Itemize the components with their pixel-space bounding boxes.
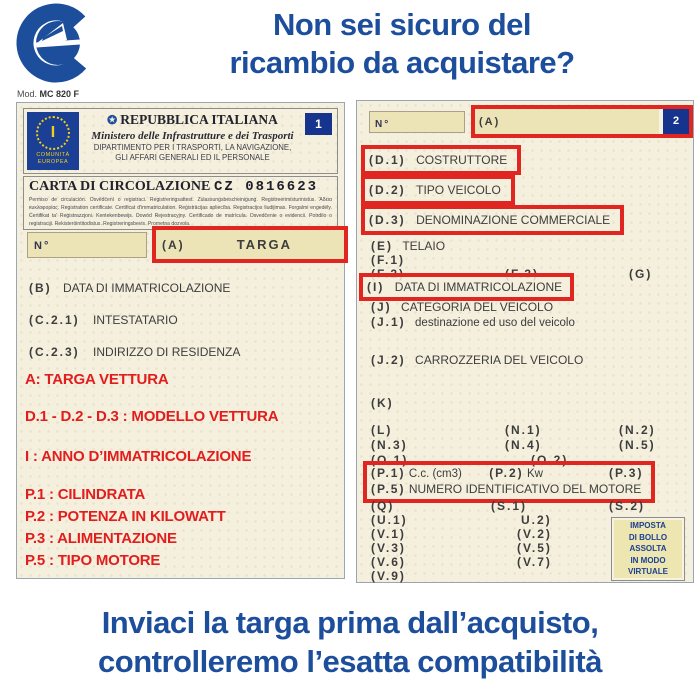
doc-header-titles (84, 112, 301, 163)
field-p2-unit: Kw (527, 468, 543, 480)
plate-field-highlight (152, 226, 348, 263)
ministry-title: Ministero delle Infrastrutture e dei Trasporti (91, 130, 294, 143)
field-n3-code: (N.3) (371, 438, 408, 452)
field-j-code: (J) (371, 300, 392, 314)
plate-field-2-input (475, 109, 659, 134)
eu-stars-icon: I (36, 116, 70, 150)
legend-plate: A: TARGA VETTURA (25, 371, 169, 388)
field-j2-code: (J.2) (371, 353, 406, 367)
field-row-b (29, 281, 230, 295)
field-b-label: DATA DI IMMATRICOLAZIONE (63, 281, 231, 295)
field-b-code: (B) (29, 281, 52, 295)
field-g-code: (G) (629, 267, 653, 281)
italy-crest-icon: ✪ (107, 113, 118, 128)
eu-emblem-caption (27, 152, 79, 166)
company-logo (16, 2, 96, 84)
vehicle-type-field-highlight (361, 175, 515, 205)
field-o2-code: (O.2) (531, 453, 569, 467)
field-v2-code: (V.2) (517, 527, 552, 541)
manufacturer-field-highlight (361, 145, 521, 175)
doc-header-box (23, 108, 338, 174)
doc-serial-number: CZ 0816623 (213, 179, 318, 195)
virtual-stamp-box (611, 517, 685, 581)
footer-cta (0, 604, 700, 682)
department-title (84, 143, 301, 162)
field-row-e (371, 239, 445, 253)
field-row-j2 (371, 353, 583, 367)
n-number-label: N° (34, 240, 51, 252)
plate-field-value: TARGA (236, 237, 292, 252)
footer-cta-line1: Inviaci la targa prima dall’acquisto, (101, 605, 599, 640)
legend-displacement: P.1 : CILINDRATA (25, 486, 146, 503)
field-row-q-s1-s2 (371, 499, 681, 513)
field-i-code: (I) (367, 280, 385, 294)
field-c23-code: (C.2.3) (29, 345, 80, 359)
field-p1-code: (P.1) (371, 466, 406, 480)
eu-caption-line1: COMUNITÀ (36, 152, 70, 158)
republic-title (84, 112, 301, 128)
field-row-p5 (371, 482, 647, 496)
field-d3-label: DENOMINAZIONE COMMERCIALE (416, 213, 611, 227)
page-title-line2: ricambio da acquistare? (229, 44, 575, 80)
legend-fuel: P.3 : ALIMENTAZIONE (25, 530, 177, 547)
field-row-l-n1-n2 (371, 423, 681, 437)
field-e-label: TELAIO (402, 239, 446, 253)
field-p2-code: (P.2) (489, 466, 524, 480)
multilingual-fine-print: Permiso de circulación. Osvědčení o registraci. Registreringsattest. Zulassungsbescheinigung. Registreerimistunnistus. Άδεια κυκλοφορίας. Registration certificate. Certificat d'immatriculation. Reģistrācijas apliecība. Registracijos liudijimas. Forgalmi engedély. Ċertifikat ta' Reġistrazzjoni. Kentekenbewijs. Dowód Rejestracyjny. Certificado de matrícula. Osvedčenie o evidencii. Potrdilo o registraciji. Rekisteröintitodistus. Registreringsbevis. Prometna dozvola. (29, 197, 332, 227)
registration-date-field-highlight (359, 273, 574, 301)
legend-power: P.2 : POTENZA IN KILOWATT (25, 508, 226, 525)
field-l-code: (L) (371, 423, 393, 437)
doc-title-box (23, 176, 338, 230)
field-d1-label: COSTRUTTORE (416, 153, 508, 167)
engine-fields-highlight (363, 461, 655, 503)
field-d1-code: (D.1) (369, 153, 406, 167)
field-c21-label: INTESTATARIO (93, 313, 178, 327)
field-s2-code: (S.2) (609, 499, 646, 513)
doc-model-prefix: Mod. (17, 89, 38, 99)
field-i-label: DATA DI IMMATRICOLAZIONE (394, 280, 563, 294)
field-n1-code: (N.1) (505, 423, 542, 437)
field-j-label: CATEGORIA DEL VEICOLO (401, 300, 554, 314)
n-number-field (27, 232, 147, 258)
stamp-line5: VIRTUALE (628, 567, 668, 577)
field-v6-code: (V.6) (371, 555, 406, 569)
field-v1-code: (V.1) (371, 527, 406, 541)
field-row-c21 (29, 313, 178, 327)
footer-cta-line2: controlleremo l’esatta compatibilità (98, 643, 602, 679)
eu-caption-line2: EUROPEA (37, 159, 69, 166)
stamp-line2: DI BOLLO (628, 532, 668, 542)
plate-field-2 (475, 109, 689, 134)
n-number-label-2: N° (375, 119, 391, 130)
n-number-field-2 (369, 111, 465, 133)
field-p5-label: NUMERO IDENTIFICATIVO DEL MOTORE (408, 482, 642, 496)
field-u2-code: U.2) (521, 513, 552, 527)
legend-year: I : ANNO D’IMMATRICOLAZIONE (25, 448, 252, 465)
doc-title: CARTA DI CIRCOLAZIONE (29, 179, 211, 194)
doc-model-label (17, 89, 79, 99)
field-c23-label: INDIRIZZO DI RESIDENZA (93, 345, 241, 359)
field-o1-code: (O.1) (371, 453, 409, 467)
field-n5-code: (N.5) (619, 438, 656, 452)
field-row-k: (K) (371, 396, 394, 410)
registration-card-page1 (16, 102, 345, 579)
field-row-j1 (371, 315, 575, 329)
field-v7-code: (V.7) (517, 555, 552, 569)
field-e-code: (E) (371, 239, 393, 253)
field-j2-label: CARROZZERIA DEL VEICOLO (415, 353, 584, 367)
department-line1: DIPARTIMENTO PER I TRASPORTI, LA NAVIGAZIONE, (93, 143, 292, 153)
field-row-v9: (V.9) (371, 569, 406, 583)
field-s1-code: (S.1) (491, 499, 528, 513)
company-logo-icon (16, 2, 96, 84)
legend-engine-type: P.5 : TIPO MOTORE (25, 552, 161, 569)
field-row-p1-p2-p3 (371, 466, 647, 480)
stamp-line4: IN MODO (630, 555, 666, 565)
field-row-c23 (29, 345, 240, 359)
page-title (110, 6, 694, 82)
field-d3-code: (D.3) (369, 213, 406, 227)
field-d2-code: (D.2) (369, 183, 406, 197)
field-j1-label: destinazione ed uso del veicolo (415, 317, 575, 329)
eu-emblem (27, 112, 79, 170)
field-n4-code: (N.4) (505, 438, 542, 452)
registration-card-page2 (356, 100, 694, 583)
department-line2: GLI AFFARI GENERALI ED IL PERSONALE (115, 153, 270, 163)
field-d2-label: TIPO VEICOLO (416, 183, 501, 197)
field-v3-code: (V.3) (371, 541, 406, 555)
stamp-line3: ASSOLTA (629, 544, 667, 554)
plate-field (156, 230, 344, 259)
page-title-line1: Non sei sicuro del (272, 7, 531, 42)
page-number-badge-2: 2 (663, 109, 689, 134)
field-q-code: (Q) (371, 499, 395, 513)
field-j1-code: (J.1) (371, 315, 406, 329)
field-u1-code: (U.1) (371, 513, 408, 527)
doc-title-row (29, 179, 332, 195)
field-row-j (371, 300, 553, 314)
doc-model-code: MC 820 F (39, 89, 80, 99)
field-p5-code: (P.5) (371, 482, 406, 496)
field-n2-code: (N.2) (619, 423, 656, 437)
field-row-f1: (F.1) (371, 253, 405, 267)
plate-field-highlight-2 (471, 105, 693, 138)
field-p3-code: (P.3) (609, 466, 644, 480)
page-number-badge: 1 (305, 113, 332, 135)
field-p1-unit: C.c. (cm3) (408, 468, 462, 480)
field-row-n3-n4-n5 (371, 438, 681, 452)
plate-field-code: (A) (162, 237, 185, 252)
stamp-line1: IMPOSTA (630, 521, 666, 531)
field-v5-code: (V.5) (517, 541, 552, 555)
plate-field-2-code: (A) (479, 115, 501, 128)
legend-model: D.1 - D.2 - D.3 : MODELLO VETTURA (25, 408, 279, 425)
republic-title-text: REPUBBLICA ITALIANA (120, 112, 278, 127)
commercial-name-field-highlight (361, 205, 624, 235)
field-c21-code: (C.2.1) (29, 313, 80, 327)
